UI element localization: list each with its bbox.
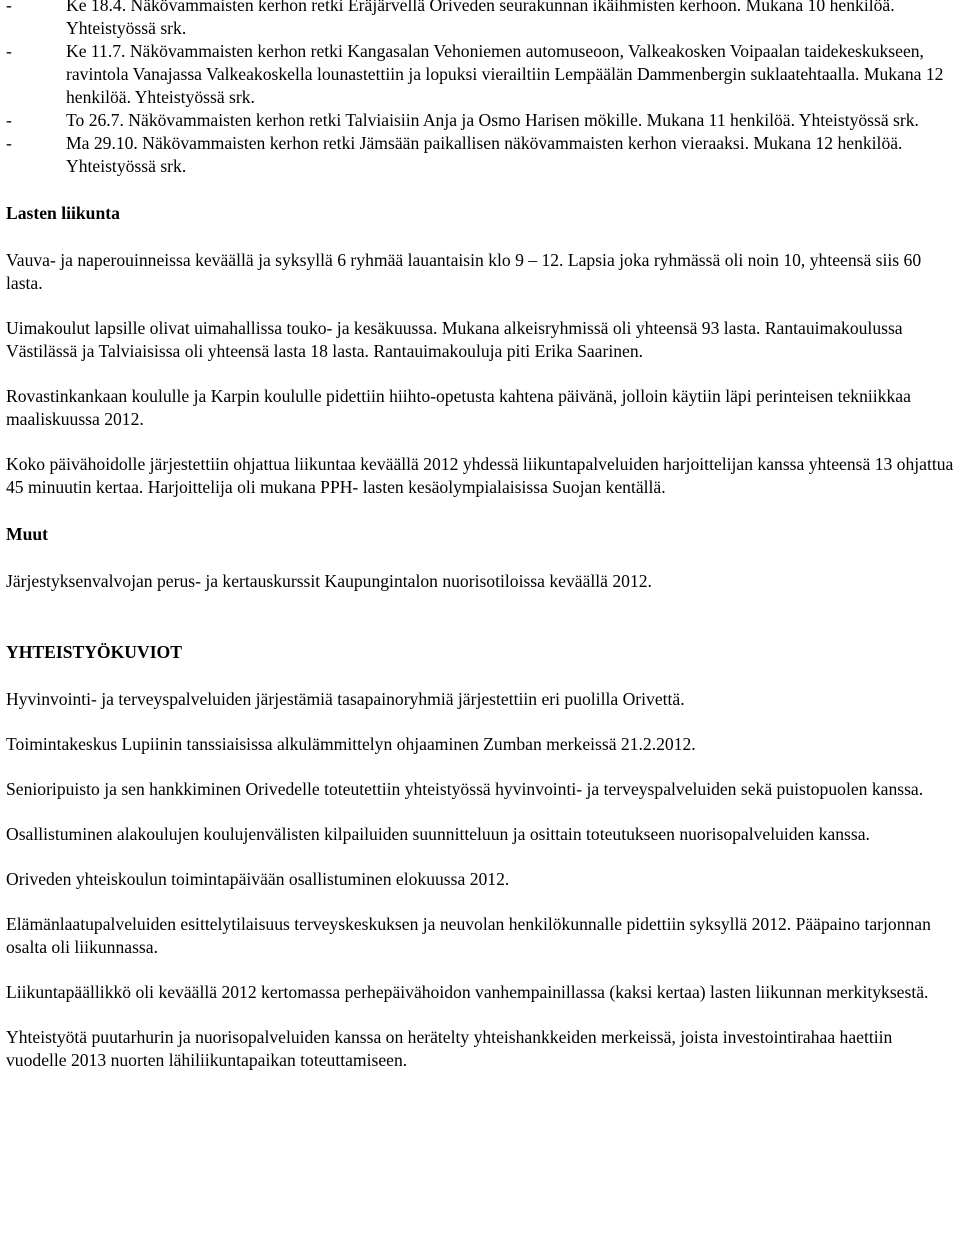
list-item-text: To 26.7. Näkövammaisten kerhon retki Talviaisiin Anja ja Osmo Harisen mökille. Mukana 11 henkilöä. Yhteistyössä srk.	[66, 110, 919, 130]
excursion-list	[6, 0, 956, 178]
paragraph: Koko päivähoidolle järjestettiin ohjattua liikuntaa keväällä 2012 yhdessä liikuntapalveluiden harjoittelijan kanssa yhteensä 13 ohjattua 45 minuutin kertaa. Harjoittelija oli mukana PPH- lasten kesäolympialaisissa Suojan kentällä.	[6, 454, 954, 497]
paragraph: Yhteistyötä puutarhurin ja nuorisopalveluiden kanssa on herätelty yhteishankkeiden merkeissä, joista investointirahaa haettiin vuodelle 2013 nuorten lähiliikuntapaikan toteuttamiseen.	[6, 1027, 893, 1070]
list-dash: -	[6, 133, 12, 153]
list-item	[6, 109, 956, 132]
paragraph: Hyvinvointi- ja terveyspalveluiden järjestämiä tasapainoryhmiä järjestettiin eri puolilla Orivettä.	[6, 689, 685, 709]
list-item	[6, 40, 956, 109]
list-item-text: Ma 29.10. Näkövammaisten kerhon retki Jämsään paikallisen näkövammaisten kerhon vieraaksi. Mukana 12 henkilöä. Yhteistyössä srk.	[66, 133, 903, 176]
paragraph: Osallistuminen alakoulujen koulujenvälisten kilpailuiden suunnitteluun ja osittain toteutukseen nuorisopalveluiden kanssa.	[6, 824, 870, 844]
paragraph: Järjestyksenvalvojan perus- ja kertauskurssit Kaupungintalon nuorisotiloissa keväällä 2012.	[6, 571, 652, 591]
paragraph: Uimakoulut lapsille olivat uimahallissa touko- ja kesäkuussa. Mukana alkeisryhmissä oli yhteensä 93 lasta. Rantauimakoulussa Västilässä ja Talviaisissa oli yhteensä lasta 18 lasta. Rantauimakouluja piti Erika Saarinen.	[6, 318, 903, 361]
list-item-text: Ke 11.7. Näkövammaisten kerhon retki Kangasalan Vehoniemen automuseoon, Valkeakosken Voipaalan taidekeskukseen, ravintola Vanajassa Valkeakoskella lounastettiin ja lopuksi vierailtiin Lempäälän Dammenbergin suklaatehtaalla. Mukana 12 henkilöä. Yhteistyössä srk.	[66, 41, 944, 107]
paragraph: Vauva- ja naperouinneissa keväällä ja syksyllä 6 ryhmää lauantaisin klo 9 – 12. Lapsia joka ryhmässä oli noin 10, yhteensä siis 60 lasta.	[6, 250, 922, 293]
paragraph: Toimintakeskus Lupiinin tanssiaisissa alkulämmittelyn ohjaaminen Zumban merkeissä 21.2.2012.	[6, 734, 696, 754]
paragraph: Senioripuisto ja sen hankkiminen Orivedelle toteutettiin yhteistyössä hyvinvointi- ja terveyspalveluiden sekä puistopuolen kanssa.	[6, 779, 924, 799]
list-dash: -	[6, 0, 12, 15]
paragraph: Oriveden yhteiskoulun toimintapäivään osallistuminen elokuussa 2012.	[6, 869, 510, 889]
section-heading-muut: Muut	[6, 524, 49, 544]
section-heading-yhteistyokuviot: YHTEISTYÖKUVIOT	[6, 642, 182, 662]
paragraph: Liikuntapäällikkö oli keväällä 2012 kertomassa perhepäivähoidon vanhempainillassa (kaksi kertaa) lasten liikunnan merkityksestä.	[6, 982, 929, 1002]
paragraph: Rovastinkankaan koululle ja Karpin koululle pidettiin hiihto-opetusta kahtena päivänä, jolloin käytiin läpi perinteisen tekniikkaa maaliskuussa 2012.	[6, 386, 911, 429]
list-item	[6, 0, 956, 40]
list-dash: -	[6, 41, 12, 61]
list-item-text: Ke 18.4. Näkövammaisten kerhon retki Eräjärvellä Oriveden seurakunnan ikäihmisten kerhoon. Mukana 10 henkilöä. Yhteistyössä srk.	[66, 0, 895, 38]
paragraph: Elämänlaatupalveluiden esittelytilaisuus terveyskeskuksen ja neuvolan henkilökunnalle pidettiin syksyllä 2012. Pääpaino tarjonnan osalta oli liikunnassa.	[6, 914, 931, 957]
section-heading-lasten-liikunta: Lasten liikunta	[6, 203, 120, 223]
list-dash: -	[6, 110, 12, 130]
list-item	[6, 132, 956, 178]
document-page	[6, 0, 956, 1072]
